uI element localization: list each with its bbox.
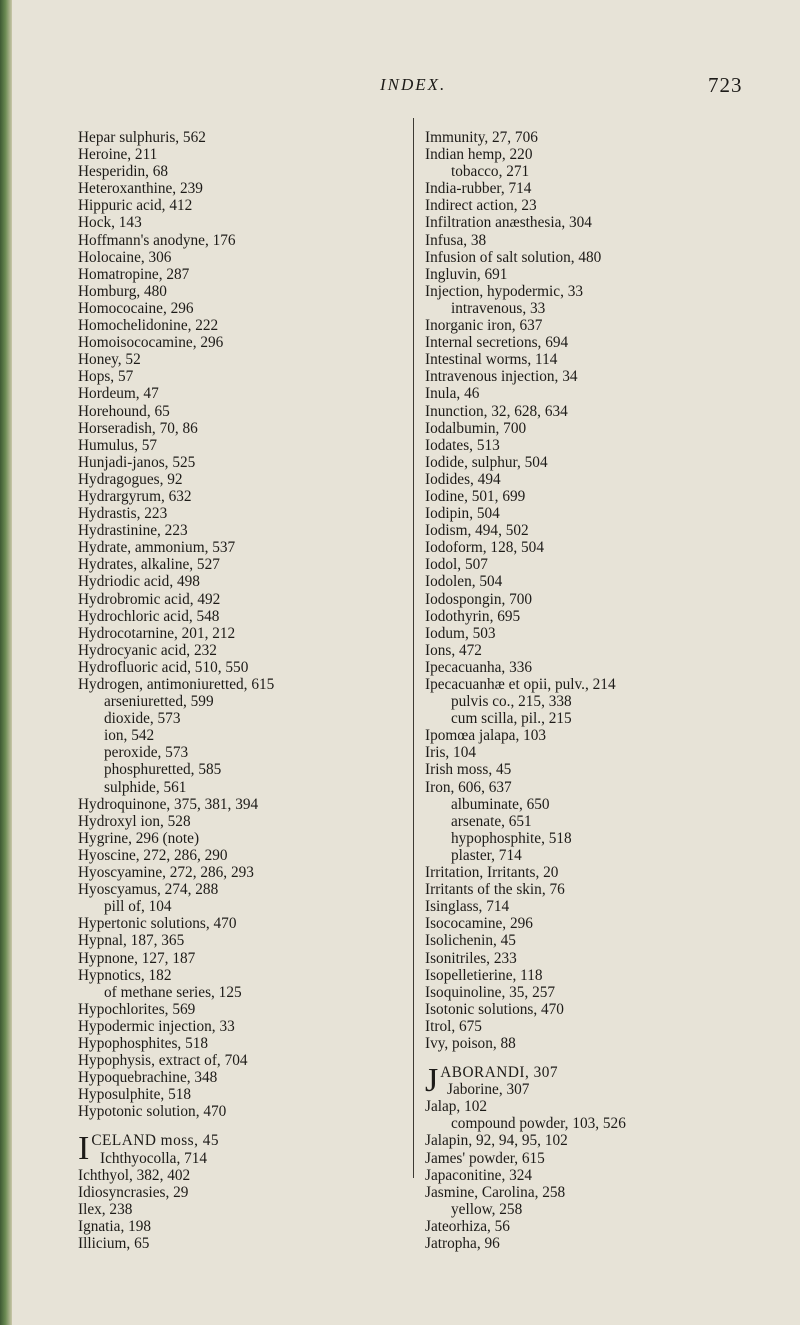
index-entry: Indian hemp, 220 (425, 146, 533, 164)
index-entry: Hypotonic solution, 470 (78, 1103, 227, 1121)
index-entry: Hydrate, ammonium, 537 (78, 539, 236, 557)
index-entry: Iodipin, 504 (425, 505, 500, 523)
index-entry: Iodine, 501, 699 (425, 487, 526, 505)
index-entry: Iodoform, 128, 504 (425, 539, 544, 557)
index-entry: Iodol, 507 (425, 556, 488, 574)
index-entry: Jaborine, 307 (447, 1081, 530, 1099)
index-entry: Idiosyncrasies, 29 (78, 1183, 189, 1201)
index-entry: Hyoscyamus, 274, 288 (78, 881, 219, 899)
index-entry: Hordeum, 47 (78, 385, 159, 403)
index-entry: Hypnone, 127, 187 (78, 949, 196, 967)
index-entry: Hyoscyamine, 272, 286, 293 (78, 864, 254, 882)
index-entry: Intravenous injection, 34 (425, 368, 578, 386)
index-subentry: plaster, 714 (451, 846, 522, 864)
index-entry: Hydrargyrum, 632 (78, 487, 192, 505)
index-subentry: pill of, 104 (104, 898, 172, 916)
index-entry: Iodates, 513 (425, 436, 500, 454)
index-subentry: intravenous, 33 (451, 299, 546, 317)
index-entry: Hypophysis, extract of, 704 (78, 1052, 248, 1070)
index-entry: Ipecacuanha, 336 (425, 658, 533, 676)
index-entry: Hypodermic injection, 33 (78, 1017, 235, 1035)
index-entry: Hyposulphite, 518 (78, 1086, 192, 1104)
index-entry: Hydrocyanic acid, 232 (78, 641, 217, 659)
index-entry: Hydrobromic acid, 492 (78, 590, 221, 608)
index-entry: Ichthyocolla, 714 (100, 1149, 208, 1167)
index-entry: Hoffmann's anodyne, 176 (78, 231, 236, 249)
index-entry: Jalap, 102 (425, 1098, 488, 1116)
index-subentry: arseniuretted, 599 (104, 693, 214, 711)
entries-i (78, 1167, 408, 1252)
index-page (12, 0, 800, 1325)
index-entry: Jalapin, 92, 94, 95, 102 (425, 1132, 568, 1150)
index-entry: Ipomœa jalapa, 103 (425, 727, 547, 745)
index-entry: Isinglass, 714 (425, 898, 510, 916)
index-subentry: ion, 542 (104, 727, 155, 745)
index-entry: Hunjadi-janos, 525 (78, 453, 196, 471)
letter-section-i (78, 1132, 408, 1166)
index-entry: Humulus, 57 (78, 436, 158, 454)
index-entry: Iodides, 494 (425, 470, 501, 488)
index-subentry: compound powder, 103, 526 (451, 1115, 626, 1133)
index-entry: Hock, 143 (78, 214, 142, 232)
index-entry: Iodospongin, 700 (425, 590, 533, 608)
index-entry: ABORANDI, 307 (440, 1064, 559, 1082)
index-entry: Hydrates, alkaline, 527 (78, 556, 220, 574)
index-entry: Isococamine, 296 (425, 915, 533, 933)
index-entry: Hydrastinine, 223 (78, 522, 188, 540)
index-entry: Hypophosphites, 518 (78, 1034, 209, 1052)
index-entry: Iodalbumin, 700 (425, 419, 527, 437)
index-entry: Ions, 472 (425, 641, 482, 659)
index-entry: Heteroxanthine, 239 (78, 180, 203, 198)
index-entry: Honey, 52 (78, 351, 141, 369)
index-entry: Iron, 606, 637 (425, 778, 512, 796)
index-entry: Hydrocotarnine, 201, 212 (78, 624, 236, 642)
index-entry: Inula, 46 (425, 385, 480, 403)
index-subentry: tobacco, 271 (451, 163, 530, 181)
index-entry: Hypnotics, 182 (78, 966, 172, 984)
index-entry: Internal secretions, 694 (425, 334, 569, 352)
index-subentry: pulvis co., 215, 338 (451, 693, 572, 711)
index-entry: Ichthyol, 382, 402 (78, 1166, 191, 1184)
index-entry: Iris, 104 (425, 744, 476, 762)
index-subentry: phosphuretted, 585 (104, 761, 222, 779)
index-entry: Hydragogues, 92 (78, 470, 183, 488)
index-subentry: yellow, 258 (451, 1200, 523, 1218)
letter-section-j (425, 1064, 745, 1098)
index-entry: Jatropha, 96 (425, 1235, 500, 1252)
drop-cap-j: J (425, 1062, 439, 1100)
index-entry: Horseradish, 70, 86 (78, 419, 198, 437)
index-entry: Immunity, 27, 706 (425, 129, 538, 146)
index-entry: CELAND moss, 45 (91, 1132, 220, 1150)
index-entry: Iodide, sulphur, 504 (425, 453, 548, 471)
index-subentry: albuminate, 650 (451, 795, 550, 813)
index-entry: Homococaine, 296 (78, 299, 194, 317)
index-entry: Inorganic iron, 637 (425, 317, 543, 335)
entries-j (425, 1098, 745, 1252)
index-subentry: sulphide, 561 (104, 778, 187, 796)
index-entry: Jateorhiza, 56 (425, 1217, 510, 1235)
index-subentry: of methane series, 125 (104, 983, 242, 1001)
index-entry: Irritants of the skin, 76 (425, 881, 565, 899)
index-column-left (78, 129, 408, 1252)
index-entry: Hydroxyl ion, 528 (78, 812, 191, 830)
index-entry: Ingluvin, 691 (425, 265, 508, 283)
index-subentry: arsenate, 651 (451, 812, 532, 830)
index-entry: Hydrofluoric acid, 510, 550 (78, 658, 249, 676)
index-entry: Homochelidonine, 222 (78, 317, 219, 335)
running-header-title: INDEX. (380, 75, 447, 94)
index-entry: Homoisococamine, 296 (78, 334, 224, 352)
index-entry: Holocaine, 306 (78, 248, 172, 266)
index-entry: Isopelletierine, 118 (425, 966, 543, 984)
index-entry: Isonitriles, 233 (425, 949, 517, 967)
index-entry: India-rubber, 714 (425, 180, 532, 198)
index-entry: Itrol, 675 (425, 1017, 482, 1035)
index-entry: Infiltration anæsthesia, 304 (425, 214, 592, 232)
index-entry: Hyoscine, 272, 286, 290 (78, 846, 228, 864)
index-entry: Ivy, poison, 88 (425, 1034, 516, 1052)
index-entry: Ilex, 238 (78, 1200, 133, 1218)
index-entry: Iodothyrin, 695 (425, 607, 521, 625)
column-divider (413, 118, 414, 1178)
index-entry: Hydroquinone, 375, 381, 394 (78, 795, 259, 813)
index-entry: Hydriodic acid, 498 (78, 573, 200, 591)
index-entry: Isotonic solutions, 470 (425, 1000, 564, 1018)
index-entry: James' powder, 615 (425, 1149, 545, 1167)
index-entry: Injection, hypodermic, 33 (425, 282, 584, 300)
index-entry: Indirect action, 23 (425, 197, 537, 215)
index-subentry: dioxide, 573 (104, 710, 181, 728)
index-entry: Hesperidin, 68 (78, 163, 169, 181)
index-entry: Iodum, 503 (425, 624, 496, 642)
index-entry: Infusion of salt solution, 480 (425, 248, 602, 266)
index-entry: Hygrine, 296 (note) (78, 829, 200, 847)
index-entry: Ignatia, 198 (78, 1217, 152, 1235)
index-entry: Homburg, 480 (78, 282, 167, 300)
index-entry: Hypochlorites, 569 (78, 1000, 196, 1018)
index-subentry: cum scilla, pil., 215 (451, 710, 572, 728)
index-entry: Iodolen, 504 (425, 573, 503, 591)
index-subentry: peroxide, 573 (104, 744, 189, 762)
entries-i-continued (425, 129, 745, 1052)
index-entry: Hydrochloric acid, 548 (78, 607, 220, 625)
index-entry: Heroine, 211 (78, 146, 158, 164)
index-entry: Ipecacuanhæ et opii, pulv., 214 (425, 676, 616, 693)
index-entry: Illicium, 65 (78, 1235, 150, 1252)
index-entry: Hypoquebrachine, 348 (78, 1069, 218, 1087)
index-entry: Isolichenin, 45 (425, 932, 516, 950)
index-entry: Hydrogen, antimoniuretted, 615 (78, 676, 275, 693)
index-entry: Hepar sulphuris, 562 (78, 129, 206, 146)
index-entry: Hypnal, 187, 365 (78, 932, 185, 950)
index-entry: Inunction, 32, 628, 634 (425, 402, 568, 420)
drop-cap-i: I (78, 1130, 90, 1168)
index-entry: Intestinal worms, 114 (425, 351, 558, 369)
index-entry: Japaconitine, 324 (425, 1166, 533, 1184)
index-entry: Hydrastis, 223 (78, 505, 168, 523)
index-column-right (425, 129, 745, 1252)
entries-h (78, 129, 408, 1120)
page-number: 723 (708, 73, 743, 97)
index-entry: Isoquinoline, 35, 257 (425, 983, 556, 1001)
index-entry: Jasmine, Carolina, 258 (425, 1183, 566, 1201)
book-binding-edge (0, 0, 12, 1325)
index-entry: Horehound, 65 (78, 402, 170, 420)
index-entry: Hippuric acid, 412 (78, 197, 193, 215)
index-entry: Homatropine, 287 (78, 265, 190, 283)
index-entry: Infusa, 38 (425, 231, 487, 249)
index-entry: Hypertonic solutions, 470 (78, 915, 237, 933)
index-entry: Hops, 57 (78, 368, 134, 386)
index-entry: Irish moss, 45 (425, 761, 512, 779)
index-entry: Iodism, 494, 502 (425, 522, 529, 540)
index-subentry: hypophosphite, 518 (451, 829, 572, 847)
index-entry: Irritation, Irritants, 20 (425, 864, 559, 882)
